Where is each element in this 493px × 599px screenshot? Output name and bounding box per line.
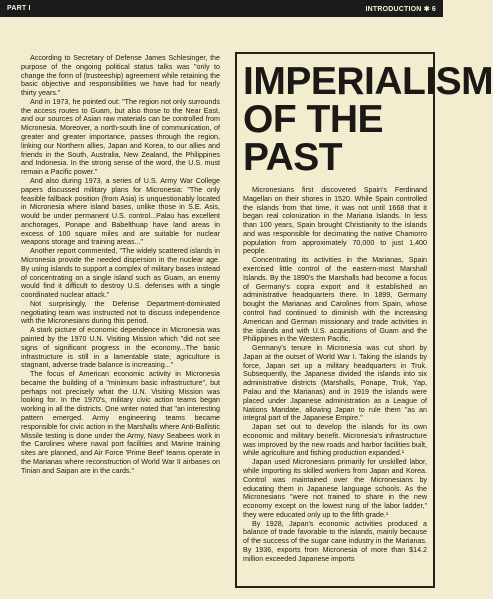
paragraph: Not surprisingly, the Defense Department-dominated negotiating team was instructed not to discuss independence with the Micronesians during this period. xyxy=(21,299,220,326)
boxed-article xyxy=(235,52,493,588)
paragraph: The focus of American economic activity in Micronesia became the building of a "minimum basic infrastructure", but perhaps not precisely what the U.N. Visiting Mission was looking for. In the 1970's, military civic action teams began working in all the districts. One writer noted that "an interesting pattern emerged. Army engineering teams became responsible for civic action in the Marshalls where Anti-Ballistic Missile testing is done under the Army, Navy Seabees work in the Carolines where naval port facilities and Marine training sites are planned, and Air Force 'Prime Beef' teams operate in the Marianas where reconstruction of World War II airbases on Tinian and Saipan are in the cards." xyxy=(21,370,220,475)
article-body xyxy=(243,186,427,564)
paragraph: By 1928, Japan's economic activities produced a balance of trade favorable to the islands, mainly because of the success of the sugar cane industry in the Marianas. By 1936, exports from Micronesia of more than $14.2 million exceeded Japanese imports xyxy=(243,519,427,563)
paragraph: Japan used Micronesians primarily for unskilled labor, while importing its skilled workers from Japan and Korea. Control was maintained over the Micronesians by educating them in Japanese language schools. As the Micronesians "were not trained to share in the new economy except on the lowest rung of the labor ladder," they were educated only up to the fifth grade.¹ xyxy=(243,458,427,519)
paragraph: Another report commented, "The widely scattered islands in Micronesia provide the needed dispersion in the nuclear age. By using islands to support a complex of military bases instead of concentrating on a single island such as Guam, an enemy would find it difficult to destroy U.S. defenses with a single coordinated nuclear attack." xyxy=(21,247,220,300)
chapter-page-label: INTRODUCTION ✱ 6 xyxy=(365,5,436,13)
paragraph: Germany's tenure in Micronesia was cut short by Japan at the outset of World War I. Taking the islands by force, Japan set up a military headquarters in Truk. Subsequently, the Japanese divided the islands into six administrative districts (Marshalls, Ponape, Truk, Yap, Palau and the Marianas) and in 1919 the islands were placed under Japanese administration as a League of Nations Mandate, allowing Japan to rule them "as an integral part of the Japanese Empire." xyxy=(243,344,427,423)
article-title-line: IMPERIALISM xyxy=(243,60,493,103)
paragraph: A stark picture of economic dependence in Micronesia was painted by the 1970 U.N. Visiting Mission which "did not see signs of significant progress in the economy...The basic infrastructure is still in a lamentable state, agriculture is stagnant, adverse trade balance is increasing..." xyxy=(21,326,220,370)
article-title xyxy=(243,60,493,179)
paragraph: Micronesians first discovered Spain's Ferdinand Magellan on their shores in 1520. While Spain controlled the islands from that time, it was not until 1668 that it began real colonization in the Mariana Islands. In less than 100 years, Spain brought Christianity to the islands and was responsible for decimating the native Chamorro population from approximately 70,000 to just 1,400 people. xyxy=(243,186,427,256)
left-column xyxy=(21,54,220,476)
paragraph: Concentrating its activities in the Marianas, Spain exercised little control of the eastern-most Marshall Islands. By the 1890's the Marshalls had become a focus of Germany's copra export and it established an administrative headquarters there. In 1899, Germany bought the Marianas and Carolines from Spain, whose control had continued to diminish with the increasing American and German missionary and trade activities in the islands and with U.S. acquisitions of Guam and the Philippines in the Western Pacific. xyxy=(243,256,427,344)
paragraph: And in 1973, he pointed out: "The region not only surrounds the access routes to Guam, but also those to the Near East, and our sources of Asian raw materials can be controlled from Micronesia. Moreover, a north-south line of communication, of greater and greater importance, passes through the region, linking our Northern allies, Japan and Korea, to our allies and friends in the South, Australia, New Zealand, the Philippines and Indonesia. In the strong sense of the word, the U.S. must remain a Pacific power." xyxy=(21,97,220,177)
section-label: PART I xyxy=(7,5,31,12)
paragraph: Japan set out to develop the islands for its own economic and military benefit. Micronesia's infrastructure was improved by the new roads and harbor facilities built, while agriculture and fishing production expanded.¹ xyxy=(243,423,427,458)
paragraph: And also during 1973, a series of U.S. Army War College papers discussed military plans for Micronesia: "The only feasible fallback position (from Asia) is unquestionably located in Micronesia where island bases, unlike those in S.E. Asis, would be under permanent U.S. control...Palau has excellent anchorages, Ponape and Babelthuap have land areas in excess of 100 square miles and are suitable for nuclear weapons storage and training areas..." xyxy=(21,176,220,247)
page-header xyxy=(0,0,443,17)
article-title-line: OF THE PAST xyxy=(243,98,383,179)
paragraph: According to Secretary of Defense James Schlesinger, the purpose of the ongoing political status talks was "only to change the form of (trusteeship) agreement while retaining the basic objective and responsibilities we have had for nearly thirty years." xyxy=(21,54,220,98)
